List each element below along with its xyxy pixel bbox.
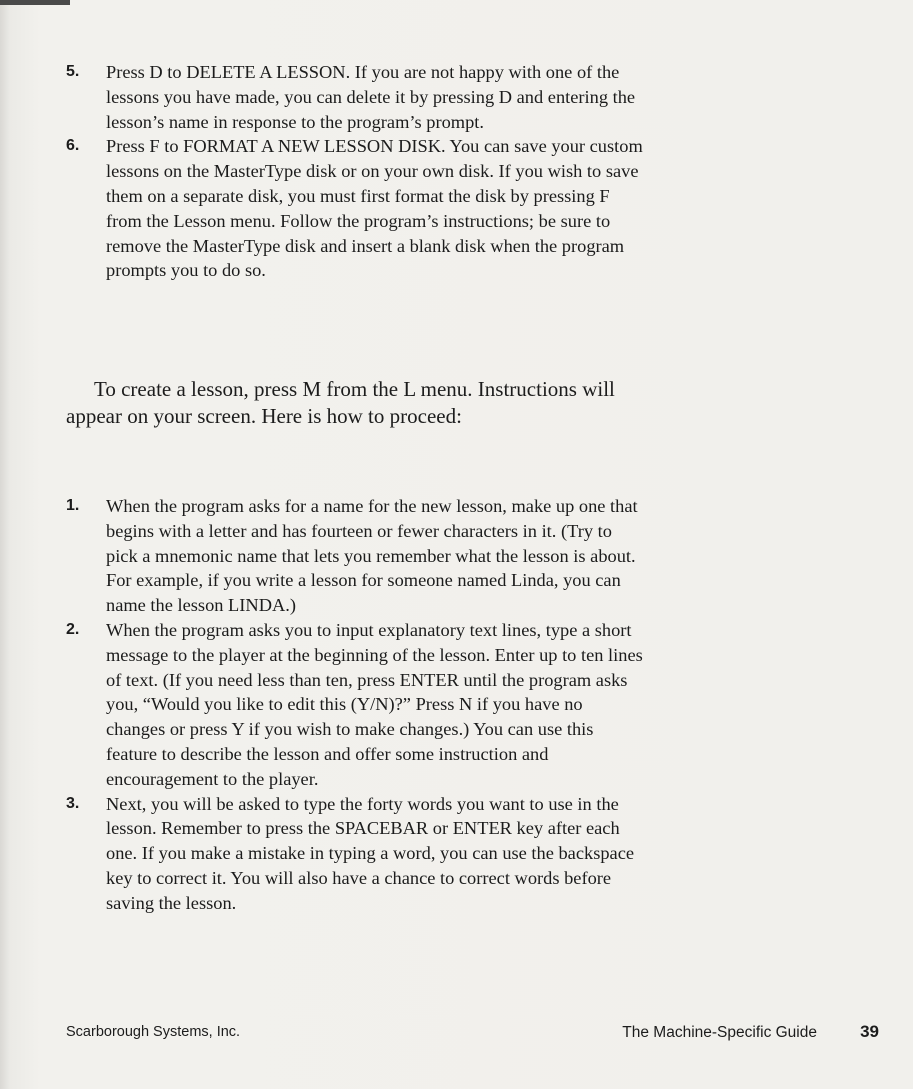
lesson-menu-list — [66, 60, 646, 283]
item-text: When the program asks for a name for the new lesson, make up one that begins with a letter and has fourteen or fewer characters in it. (Try to pick a mnemonic name that lets you remember what the lesson is about. For example, if you write a lesson for someone named Linda, you can name the lesson LINDA.) — [106, 496, 638, 616]
footer-publisher: Scarborough Systems, Inc. — [66, 1024, 241, 1040]
create-lesson-steps — [66, 494, 646, 916]
page-number: 39 — [860, 1022, 879, 1041]
list-item — [66, 60, 646, 134]
item-number: 5. — [66, 63, 80, 80]
item-number: 1. — [66, 497, 80, 514]
item-number: 3. — [66, 794, 80, 812]
item-text: Press F to FORMAT A NEW LESSON DISK. You can save your custom lessons on the MasterType disk or on your own disk. If you wish to save them on a separate disk, you must first format the disk by pressing F from the Lesson menu. Follow the program’s instructions; be sure to remove the MasterType disk and insert a blank disk when the program prompts you to do so. — [106, 136, 643, 281]
scan-edge-mark — [0, 0, 70, 5]
item-text: Next, you will be asked to type the forty words you want to use in the lesson. Remember to press the SPACEBAR or ENTER key after each one. If you make a mistake in typing a word, you can use the backspace key to correct it. You will also have a chance to correct words before saving the lesson. — [106, 793, 635, 913]
footer-guide-title: The Machine-Specific Guide — [622, 1024, 817, 1041]
list-item — [66, 494, 646, 618]
item-text: When the program asks you to input explanatory text lines, type a short message to the player at the beginning of the lesson. Enter up to ten lines of text. (If you need less than ten, press ENTER until the program asks you, “Would you like to edit this (Y/N)?” Press N if you have no changes or press Y if you wish to make changes.) You can use this feature to describe the lesson and offer some instruction and encouragement to the player. — [106, 619, 643, 789]
list-item — [66, 618, 646, 792]
intro-paragraph: To create a lesson, press M from the L menu. Instructions will appear on your screen. Here is how to proceed: — [66, 377, 615, 428]
list-item — [66, 792, 646, 916]
item-number: 2. — [66, 620, 80, 638]
list-item — [66, 134, 646, 283]
item-text: Press D to DELETE A LESSON. If you are not happy with one of the lessons you have made, you can delete it by pressing D and entering the lesson’s name in response to the program’s prompt. — [106, 62, 636, 132]
item-number: 6. — [66, 137, 80, 155]
